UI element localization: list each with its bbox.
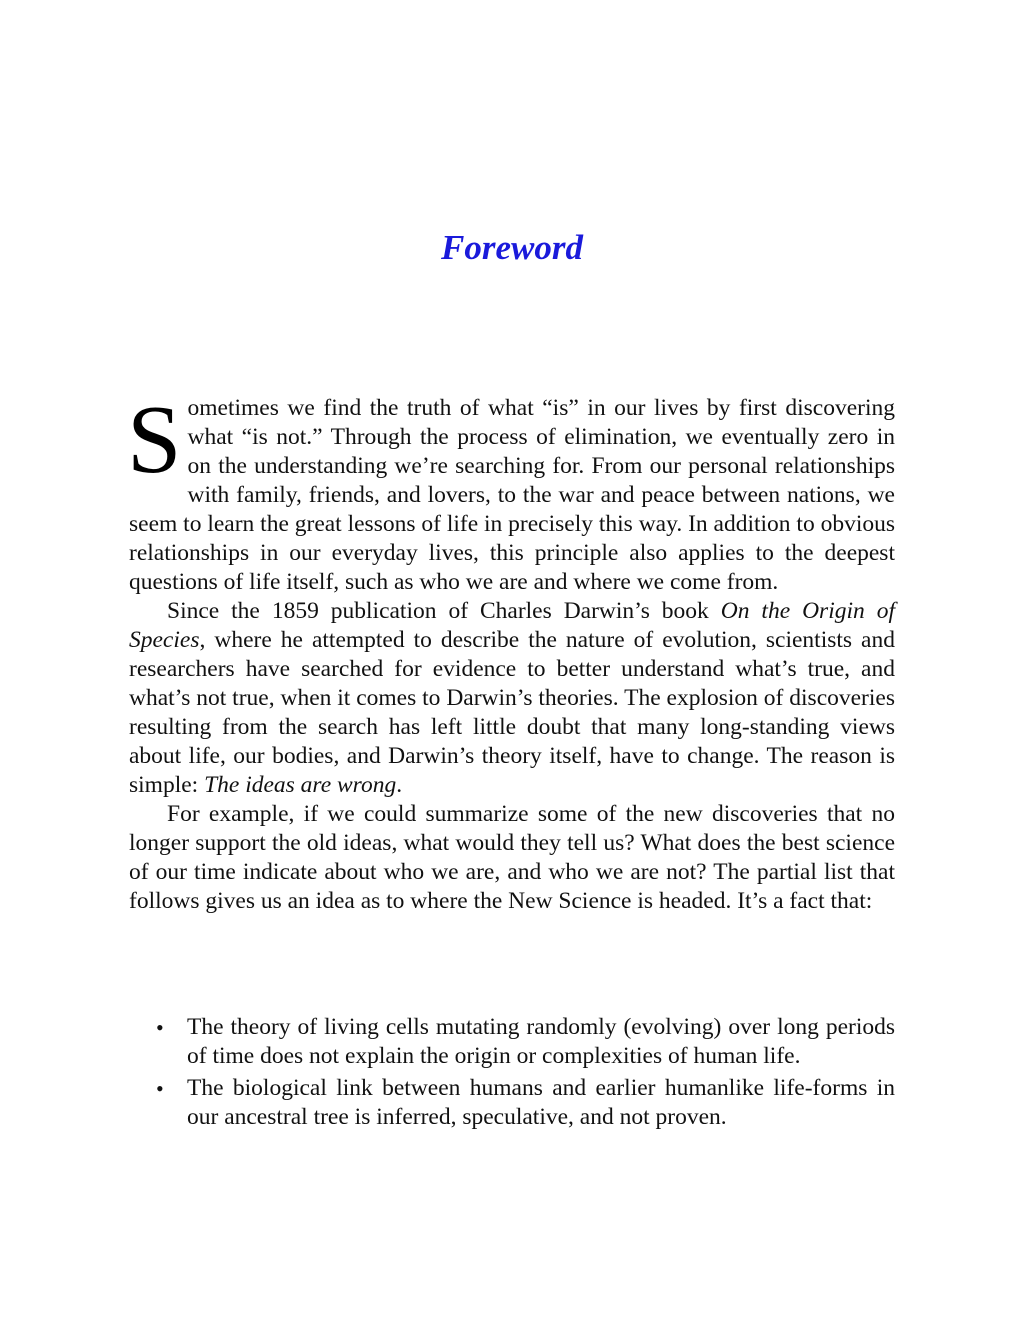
paragraph-1: [127, 386, 895, 597]
list-item: [129, 1074, 895, 1132]
page-title: Foreword: [441, 228, 583, 267]
paragraph-1-text: ometimes we find the truth of what “is” in our lives by first discovering what “is not.” Through the process of elimination, we eventually zero in on the understanding we’re searching for. From our personal relationships with family, friends, and lovers, to the war and peace between nations, we seem to learn the great lessons of life in precisely this way. In addition to obvious relationships in our everyday lives, this principle also applies to the deepest questions of life itself, such as who we are and where we come from.: [129, 395, 895, 595]
emphasis-text: The ideas are wrong: [204, 772, 397, 798]
list-item-text: The biological link between humans and earlier humanlike life-forms in our ancestral tree is inferred, speculative, and not proven.: [187, 1075, 895, 1130]
bullet-icon: •: [156, 1015, 164, 1040]
book-title: On the Origin of Species: [129, 598, 895, 653]
foreword-body: [127, 386, 895, 916]
paragraph-2: [129, 597, 895, 800]
paragraph-2-end: .: [396, 772, 403, 798]
bullet-icon: •: [156, 1076, 164, 1101]
drop-cap: S: [127, 386, 182, 494]
paragraph-2-text-a: Since the 1859 publication of Charles Darwin’s book: [167, 598, 721, 624]
paragraph-3: For example, if we could summarize some of the new discoveries that no longer support the old ideas, what would they tell us? What does the best science of our time indicate about who we are, and who we are not? The partial list that follows gives us an idea as to where the New Science is headed. It’s a fact that:: [129, 801, 895, 914]
paragraph-2-text-b: , where he attempted to describe the nature of evolution, scientists and researchers have searched for evidence to better understand what’s true, and what’s not true, when it comes to Darwin’s theories. The explosion of discoveries resulting from the search has left little doubt that many long-standing views about life, our bodies, and Darwin’s theory itself, have to change. The reason is simple:: [129, 627, 895, 798]
list-item: [129, 1013, 895, 1071]
list-item-text: The theory of living cells mutating randomly (evolving) over long periods of time does not explain the origin or complexities of human life.: [187, 1014, 895, 1069]
fact-list: [129, 1013, 895, 1135]
